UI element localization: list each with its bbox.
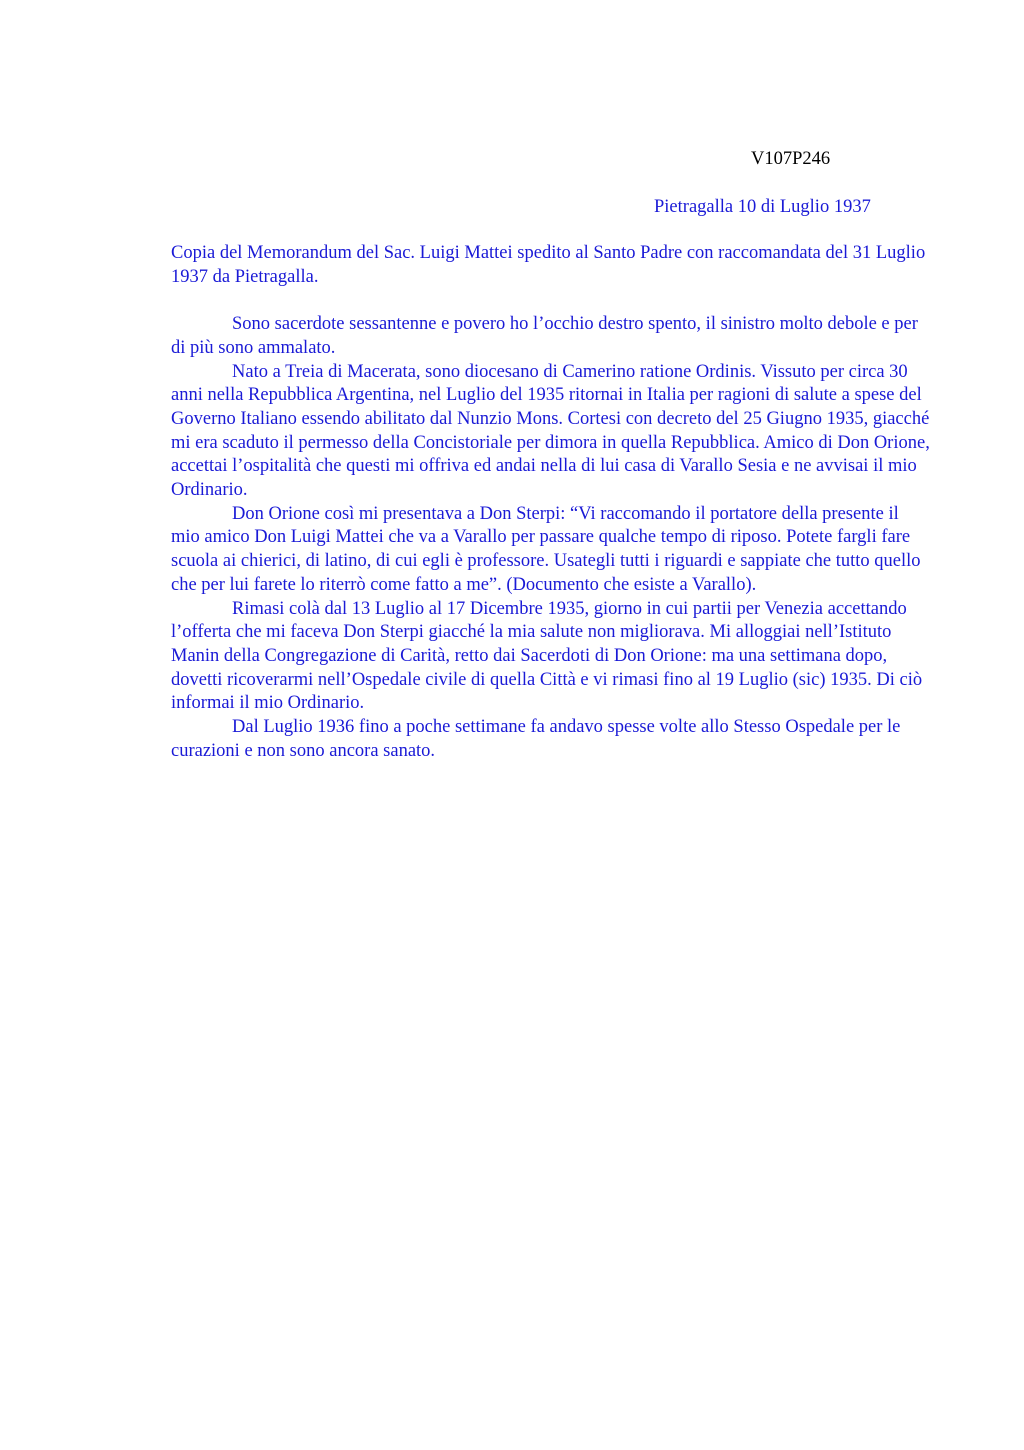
- paragraph-health: Sono sacerdote sessantenne e povero ho l’occhio destro spento, il sinistro molto debole e per di più sono ammalato.: [171, 314, 918, 358]
- letter-body: [171, 242, 931, 763]
- paragraph-treatment: Dal Luglio 1936 fino a poche settimane fa andavo spesse volte allo Stesso Ospedale per le curazioni e non sono ancora sanato.: [171, 717, 901, 761]
- intro-paragraph: Copia del Memorandum del Sac. Luigi Mattei spedito al Santo Padre con raccomandata del 31 Luglio 1937 da Pietragalla.: [171, 243, 926, 287]
- paragraph-venice-stay: Rimasi colà dal 13 Luglio al 17 Dicembre 1935, giorno in cui partii per Venezia accettando l’offerta che mi faceva Don Sterpi giacché la mia salute non migliorava. Mi alloggiai nell’Istituto Manin della Congregazione di Carità, retto dai Sacerdoti di Don Orione: ma una settimana dopo, dovetti ricoverarmi nell’Ospedale civile di quella Città e vi rimasi fino al 19 Luglio (sic) 1935. Di ciò informai il mio Ordinario.: [171, 598, 923, 714]
- paragraph-don-orione-letter: Don Orione così mi presentava a Don Sterpi: “Vi raccomando il portatore della presente il mio amico Don Luigi Mattei che va a Varallo per passare qualche tempo di riposo. Potete fargli fare scuola ai chierici, di latino, di cui egli è professore. Usategli tutti i riguardi e sappiate che tutto quello che per lui farete lo riterrò come fatto a me”. (Documento che esiste a Varallo).: [171, 503, 921, 595]
- place-date-line: Pietragalla 10 di Luglio 1937: [654, 197, 871, 217]
- paragraph-origin: Nato a Treia di Macerata, sono diocesano di Camerino ratione Ordinis. Vissuto per circa 30 anni nella Repubblica Argentina, nel Luglio del 1935 ritornai in Italia per ragioni di salute a spese del Governo Italiano essendo abilitato dal Nunzio Mons. Cortesi con decreto del 25 Giugno 1935, giacché mi era scaduto il permesso della Concistoriale per dimora in quella Repubblica. Amico di Don Orione, accettai l’ospitalità che questi mi offriva ed andai nella di lui casa di Varallo Sesia e ne avvisai il mio Ordinario.: [171, 361, 930, 501]
- reference-code: V107P246: [751, 149, 831, 169]
